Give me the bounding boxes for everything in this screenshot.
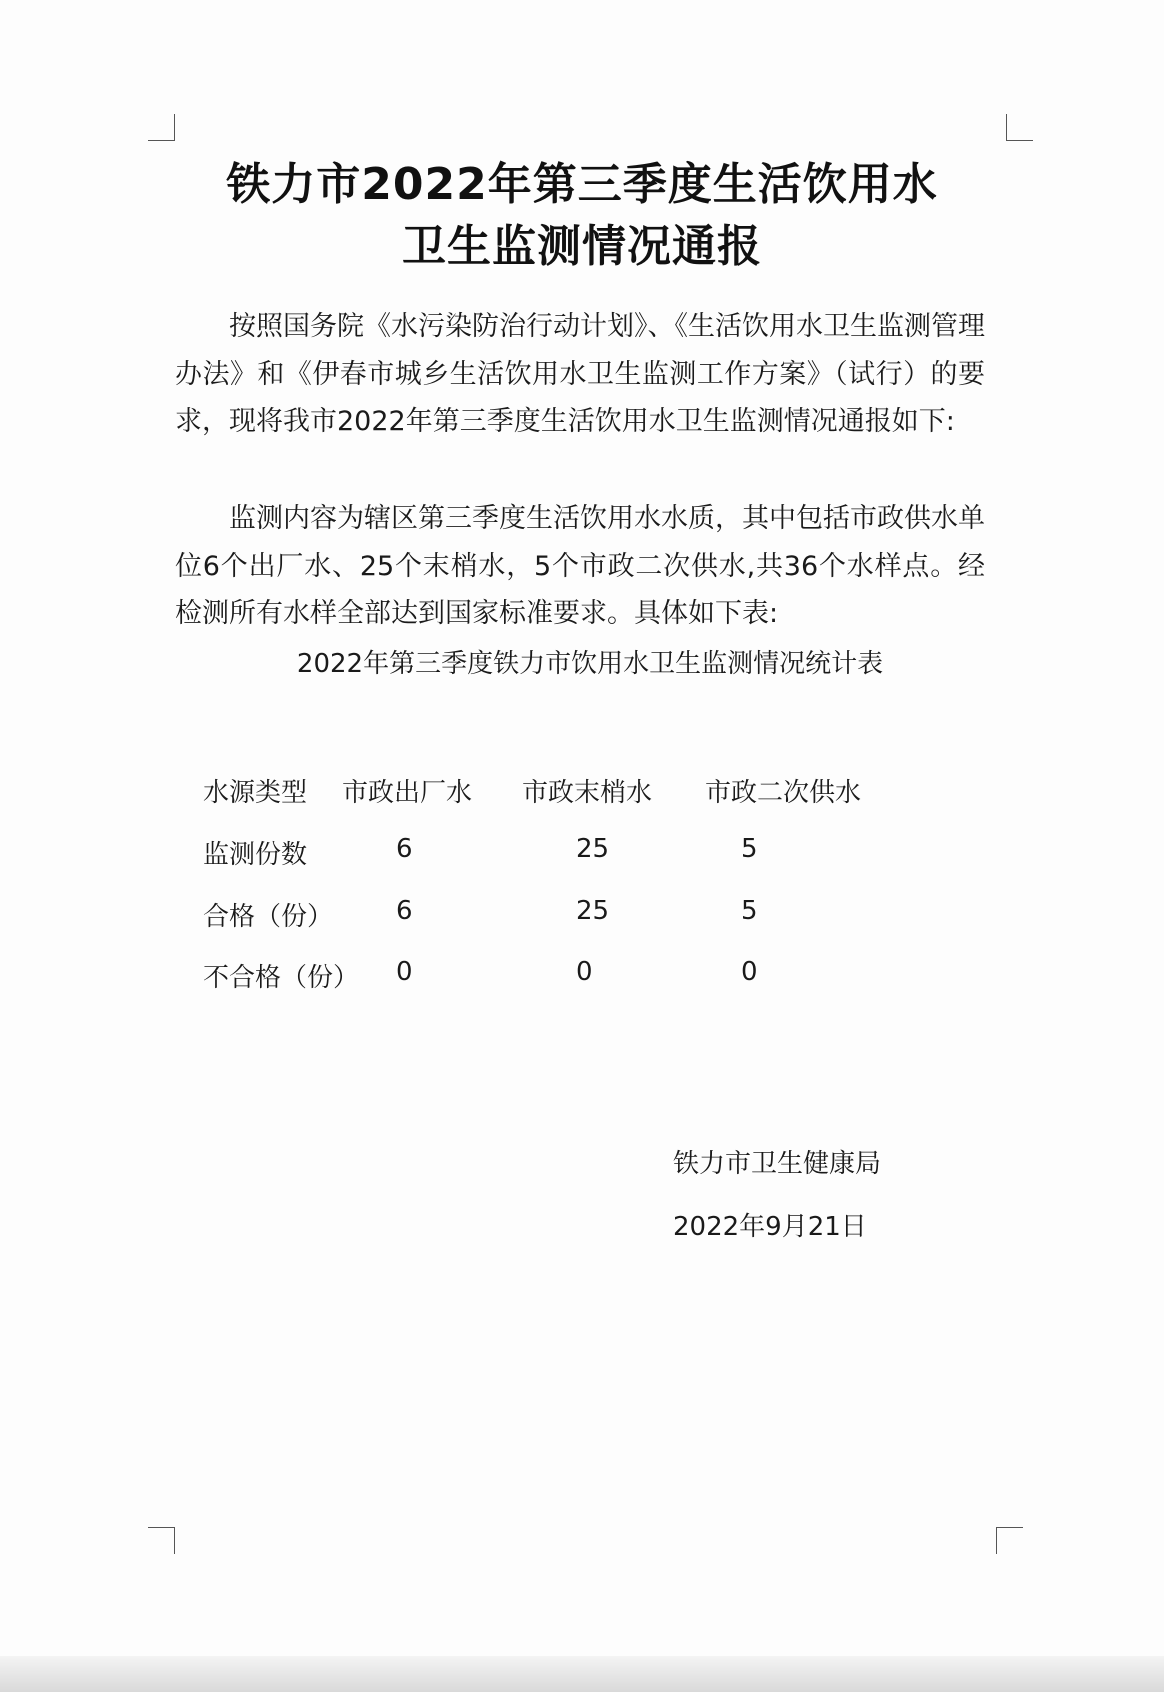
table-row-label-unqualified: 不合格（份） [203,963,360,993]
table-title: 2022年第三季度铁力市饮用水卫生监测情况统计表 [296,649,884,679]
issuer-signature: 铁力市卫生健康局 [673,1149,882,1179]
table-cell: 0 [396,957,413,987]
table-header-outlet-water: 市政出厂水 [342,778,473,808]
issue-date: 2022年9月21日 [673,1212,867,1242]
document-title-line2: 卫生监测情况通报 [402,221,762,272]
table-cell: 5 [741,834,758,864]
table-cell: 5 [741,896,758,926]
table-header-secondary-supply: 市政二次供水 [705,778,862,808]
document-title-line1: 铁力市2022年第三季度生活饮用水 [226,159,938,210]
crop-mark-bottom-left [148,1527,175,1554]
table-header-tap-water: 市政末梢水 [522,778,653,808]
paragraph-1-block [175,303,985,446]
table-cell: 0 [576,957,593,987]
paragraph-2-block [175,495,985,638]
table-cell: 25 [576,896,610,926]
table-header-source-type: 水源类型 [203,778,308,808]
table-cell: 0 [741,957,758,987]
crop-mark-bottom-right [996,1527,1023,1554]
table-cell: 25 [576,834,610,864]
paragraph-2: 监测内容为辖区第三季度生活饮用水水质，其中包括市政供水单位6个出厂水、25个末梢水，5个市政二次供水,共36个水样点。经检测所有水样全部达到国家标准要求。具体如下表: [175,503,985,629]
crop-mark-top-right [1006,114,1033,141]
crop-mark-top-left [148,114,175,141]
page-bottom-edge [0,1656,1164,1692]
paragraph-1: 按照国务院《水污染防治行动计划》、《生活饮用水卫生监测管理办法》和《伊春市城乡生活饮用水卫生监测工作方案》（试行）的要求，现将我市2022年第三季度生活饮用水卫生监测情况通报如下: [175,311,985,437]
table-row-label-tested: 监测份数 [203,840,308,870]
table-cell: 6 [396,834,413,864]
table-cell: 6 [396,896,413,926]
table-row-label-qualified: 合格（份） [203,902,334,932]
